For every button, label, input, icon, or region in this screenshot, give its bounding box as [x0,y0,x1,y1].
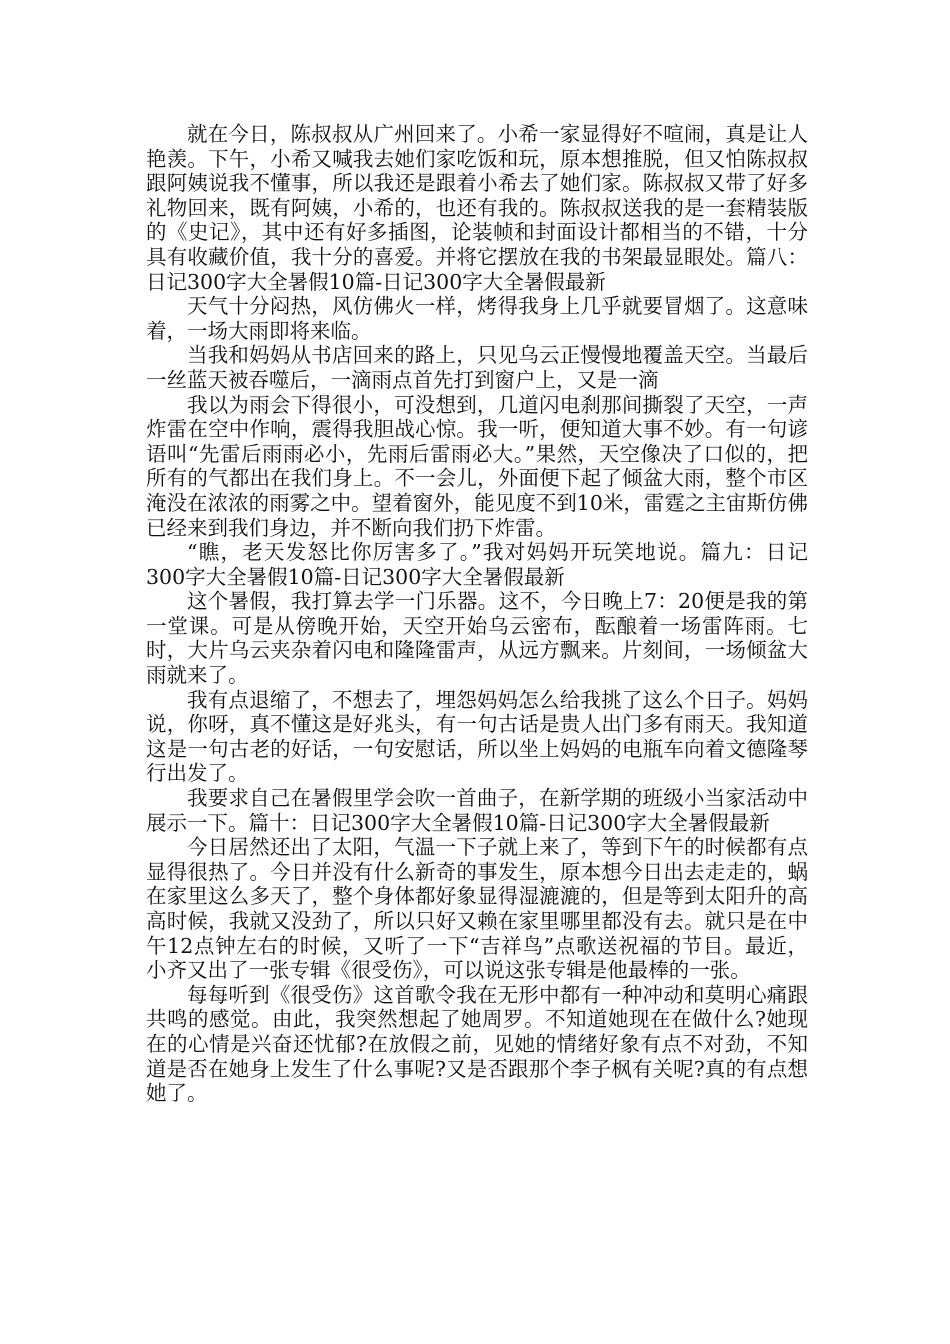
paragraph: 每每听到《很受伤》这首歌令我在无形中都有一种冲动和莫明心痛跟共鸣的感觉。由此，我突然想起了她周罗。不知道她现在在做什么?她现在的心情是兴奋还忧郁?在放假之前，见她的情绪好象有点不对劲，不知道是否在她身上发生了什么事呢?又是否跟那个李子枫有关呢?真的有点想她了。 [146,982,808,1106]
paragraph: 当我和妈妈从书店回来的路上，只见乌云正慢慢地覆盖天空。当最后一丝蓝天被吞噬后，一滴雨点首先打到窗户上，又是一滴 [146,343,808,392]
document-page [146,122,808,1106]
paragraph: “瞧，老天发怒比你厉害多了。”我对妈妈开玩笑地说。篇九：日记300字大全暑假10篇-日记300字大全暑假最新 [146,540,808,589]
paragraph: 这个暑假，我打算去学一门乐器。这不，今日晚上7：20便是我的第一堂课。可是从傍晚开始，天空开始乌云密布，酝酿着一场雷阵雨。七时，大片乌云夹杂着闪电和隆隆雷声，从远方飘来。片刻间，一场倾盆大雨就来了。 [146,589,808,688]
paragraph: 我要求自己在暑假里学会吹一首曲子，在新学期的班级小当家活动中展示一下。篇十：日记300字大全暑假10篇-日记300字大全暑假最新 [146,786,808,835]
paragraph: 我有点退缩了，不想去了，埋怨妈妈怎么给我挑了这么个日子。妈妈说，你呀，真不懂这是好兆头，有一句古话是贵人出门多有雨天。我知道这是一句古老的好话，一句安慰话，所以坐上妈妈的电瓶车向着文德隆琴行出发了。 [146,687,808,786]
paragraph: 天气十分闷热，风仿佛火一样，烤得我身上几乎就要冒烟了。这意味着，一场大雨即将来临。 [146,294,808,343]
paragraph: 我以为雨会下得很小，可没想到，几道闪电刹那间撕裂了天空，一声炸雷在空中作响，震得我胆战心惊。我一听，便知道大事不妙。有一句谚语叫“先雷后雨雨必小，先雨后雷雨必大。”果然，天空像决了口似的，把所有的气都出在我们身上。不一会儿，外面便下起了倾盆大雨，整个市区淹没在浓浓的雨雾之中。望着窗外，能见度不到10米，雷霆之主宙斯仿佛已经来到我们身边，并不断向我们扔下炸雷。 [146,392,808,540]
paragraph: 就在今日，陈叔叔从广州回来了。小希一家显得好不喧闹，真是让人艳羡。下午，小希又喊我去她们家吃饭和玩，原本想推脱，但又怕陈叔叔跟阿姨说我不懂事，所以我还是跟着小希去了她们家。陈叔叔又带了好多礼物回来，既有阿姨，小希的，也还有我的。陈叔叔送我的是一套精装版的《史记》，其中还有好多插图，论装帧和封面设计都相当的不错，十分具有收藏价值，我十分的喜爱。并将它摆放在我的书架最显眼处。篇八：日记300字大全暑假10篇-日记300字大全暑假最新 [146,122,808,294]
paragraph: 今日居然还出了太阳，气温一下子就上来了，等到下午的时候都有点显得很热了。今日并没有什么新奇的事发生，原本想今日出去走走的，蜗在家里这么多天了，整个身体都好象显得湿漉漉的，但是等到太阳升的高高时候，我就又没劲了，所以只好又赖在家里哪里都没有去。就只是在中午12点钟左右的时候，又听了一下“吉祥鸟”点歌送祝福的节目。最近，小齐又出了一张专辑《很受伤》，可以说这张专辑是他最棒的一张。 [146,835,808,983]
